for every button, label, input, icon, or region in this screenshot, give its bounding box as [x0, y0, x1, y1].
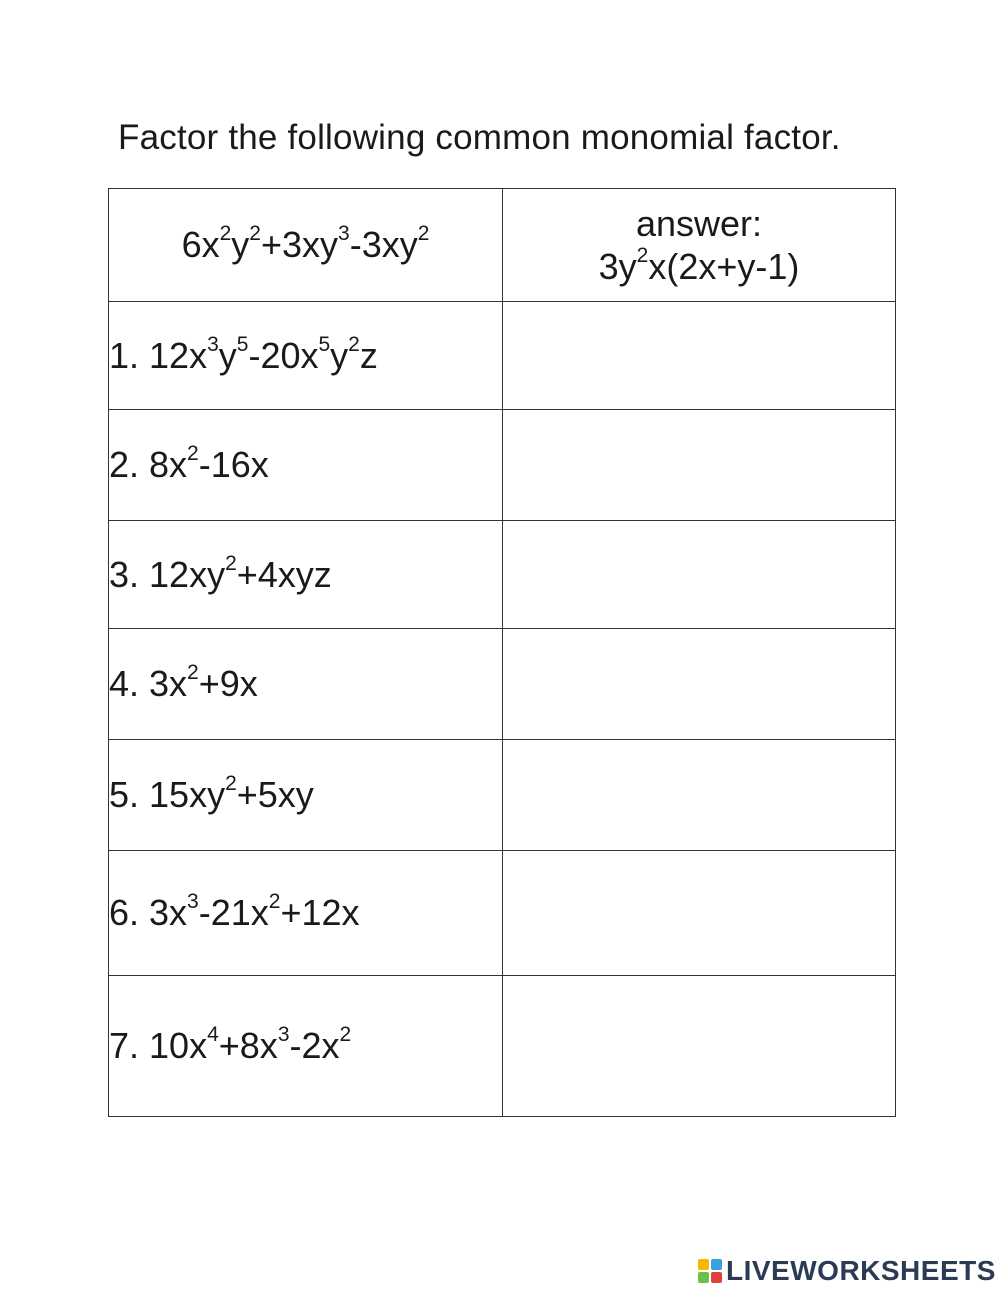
- worksheet-title: Factor the following common monomial factor.: [118, 118, 841, 157]
- question-expression: 6. $3x^3-21x^2+12x$: [109, 890, 360, 933]
- question-expression: 3. $12xy^2+4xyz$: [109, 551, 332, 595]
- question-row: [109, 410, 896, 521]
- answer-label: answer:: [635, 203, 763, 245]
- question-expression: 4. $3x^2+9x$: [109, 661, 258, 704]
- example-row: [109, 189, 896, 302]
- answer-input-cell[interactable]: [503, 302, 896, 410]
- example-answer-cell: [503, 189, 896, 302]
- question-cell: [109, 740, 503, 851]
- question-cell: [109, 629, 503, 740]
- question-row: [109, 976, 896, 1117]
- question-expression: 5. $15xy^2+5xy$: [109, 772, 314, 815]
- question-cell: [109, 521, 503, 629]
- question-row: [109, 521, 896, 629]
- question-expression: 2. $8x^2-16x$: [109, 442, 269, 485]
- question-expression: 7. $10x^4+8x^3-2x^2$: [109, 1023, 352, 1066]
- question-row: [109, 740, 896, 851]
- question-row: [109, 629, 896, 740]
- example-question-cell: [109, 189, 503, 302]
- question-row: [109, 851, 896, 976]
- liveworksheets-logo-icon: [698, 1259, 722, 1283]
- question-cell: [109, 976, 503, 1117]
- exercise-table: [108, 188, 896, 1117]
- answer-input-cell[interactable]: [503, 629, 896, 740]
- answer-input-cell[interactable]: [503, 410, 896, 521]
- answer-input-cell[interactable]: [503, 521, 896, 629]
- example-question: $6x^2y^2+3xy^3-3xy^2$: [181, 222, 430, 265]
- answer-input-cell[interactable]: [503, 740, 896, 851]
- question-row: [109, 302, 896, 410]
- liveworksheets-wordmark: LIVEWORKSHEETS: [726, 1255, 996, 1286]
- question-cell: [109, 302, 503, 410]
- question-expression: 1. $12x^3y^5-20x^5y^2z$: [109, 332, 378, 376]
- answer-input-cell[interactable]: [503, 976, 896, 1117]
- question-cell: [109, 410, 503, 521]
- liveworksheets-logo: [698, 1254, 996, 1288]
- answer-input-cell[interactable]: [503, 851, 896, 976]
- example-answer: $3y^2x(2x+y-1)$: [598, 243, 800, 287]
- question-cell: [109, 851, 503, 976]
